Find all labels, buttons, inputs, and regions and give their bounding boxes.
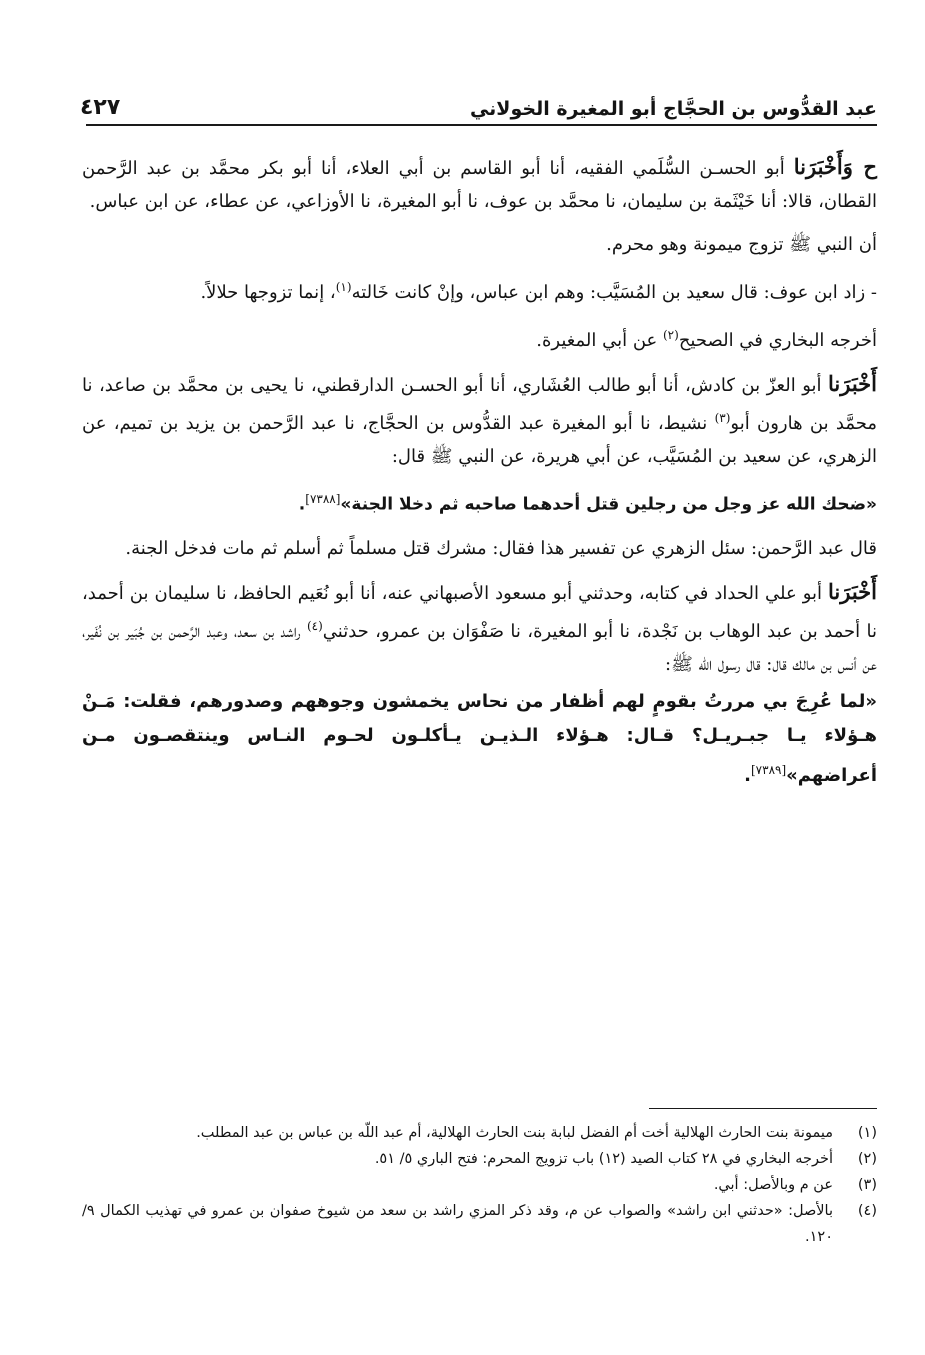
main-text [82, 150, 877, 803]
paragraph-4-text-end: عن أبي المغيرة. [536, 330, 663, 351]
footnote-2 [82, 1146, 877, 1172]
footnote-text: أخرجه البخاري في ٢٨ كتاب الصيد (١٢) باب تزويج المحرم: فتح الباري ٥/ ٥١. [374, 1151, 833, 1167]
running-header [80, 86, 877, 120]
hadith-7389-text: «لما عُرِجَ بي مررتُ بقومٍ لهم أظفار من نحاس يخمشون وجوههم وصدورهم، فقلت: مَـنْ هـؤلاء يـا جبـريـل؟ قـال: هـؤلاء الـذيـن يـأكلـون لحـوم النـاس وينتقصـون مـن أعراضهم» [82, 690, 877, 786]
paragraph-1-lead: ح وَأَخْبَرَنا [793, 154, 877, 179]
footnote-3 [82, 1172, 877, 1198]
hadith-7388 [82, 483, 877, 522]
footnote-rule [649, 1108, 877, 1109]
footnote-text: بالأصل: «حدثني ابن راشد» والصواب عن م، وقد ذكر المزي راشد بن سعد من شيوخ صفوان بن عمرو في تهذيب الكمال ٩/ ١٢٠. [82, 1203, 833, 1245]
footnote-ref-3: (٣) [714, 411, 731, 425]
paragraph-5-text: أبو العزّ بن كادش، أنا أبو طالب العُشَاري، أنا أبو الحسـن الدارقطني، نا يحيى بن محمَّد بن صاعد، نا محمَّد بن هارون أبو [82, 375, 877, 434]
footnote-number: (١) [857, 1125, 877, 1141]
hadith-7388-end: . [298, 494, 306, 515]
header-rule [86, 124, 877, 126]
hadith-7389-end: . [744, 764, 751, 786]
hadith-7388-text: «ضحك الله عز وجل من رجلين قتل أحدهما صاحبه ثم دخلا الجنة» [340, 494, 877, 515]
footnote-ref-2: (٢) [662, 328, 679, 342]
footnotes [82, 1120, 877, 1250]
footnote-text: ميمونة بنت الحارث الهلالية أخت أم الفضل لبابة بنت الحارث الهلالية، أم عبد اللّه بن عباس بن عبد المطلب. [196, 1125, 833, 1141]
paragraph-3-text-end: ، إنما تزوجها حلالاً. [200, 282, 336, 303]
paragraph-5-text-end: نشيط، نا أبو المغيرة عبد القدُّوس بن الحجَّاج، نا عبد الرَّحمن بن يزيد بن تميم، عن الزهري، عن سعيد بن المُسَيَّب، عن أبي هريرة، عن النبي ﷺ قال: [82, 413, 877, 467]
paragraph-1-text: أبو الحسـن السُّلَمي الفقيه، أنا أبو القاسم بن أبي العلاء، أنا أبو بكر محمَّد بن عبد الرَّحمن القطان، قالا: أنا خَيْثَمة بن سليمان، نا محمَّد بن عوف، نا أبو المغيرة، نا الأوزاعي، عن عطاء، عن ابن عباس. [82, 158, 877, 212]
paragraph-1 [82, 150, 877, 218]
running-title: عبد القدُّوس بن الحجَّاج أبو المغيرة الخولاني [469, 98, 877, 120]
footnote-1 [82, 1120, 877, 1146]
paragraph-5-lead: أَخْبَرَنا [828, 371, 877, 396]
paragraph-3-text: - زاد ابن عوف: قال سعيد بن المُسَيَّب: وهم ابن عباس، وإنْ كانت خَالته [351, 282, 877, 303]
footnote-4 [82, 1198, 877, 1250]
footnote-text: عن م وبالأصل: أبي. [713, 1177, 833, 1193]
paragraph-3 [82, 271, 877, 309]
paragraph-8-text-end: راشد بن سعد، وعبد الرَّحمن بن جُبَير بن نُفَير، عن أنس بن مالك قال: قال رسول الله ﷺ: [82, 620, 877, 675]
paragraph-4 [82, 319, 877, 357]
paragraph-8 [82, 575, 877, 681]
paragraph-5 [82, 367, 877, 473]
footnote-ref-4: (٤) [306, 618, 323, 633]
footnote-ref-1: (١) [335, 280, 352, 294]
footnote-number: (٢) [857, 1151, 877, 1167]
paragraph-7: قال عبد الرَّحمن: سئل الزهري عن تفسير هذا فقال: مشرك قتل مسلماً ثم أسلم ثم مات فدخل الجنة. [125, 537, 877, 559]
hadith-number-7389: [٧٣٨٩] [750, 762, 787, 777]
paragraph-4-text: أخرجه البخاري في الصحيح [678, 330, 877, 351]
paragraph-8-text: أبو علي الحداد في كتابه، وحدثني أبو مسعود الأصبهاني عنه، أنا أبو نُعَيم الحافظ، نا سليمان بن أحمد، نا أحمد بن عبد الوهاب بن نَجْدة، نا أبو المغيرة، نا صَفْوَان بن عمرو، حدثني [82, 582, 878, 642]
paragraph-8-lead: أَخْبَرَنا [828, 578, 877, 604]
hadith-7389 [82, 685, 877, 793]
footnote-number: (٤) [857, 1203, 877, 1219]
page-number: ٤٢٧ [80, 95, 121, 120]
paragraph-2: أن النبي ﷺ تزوج ميمونة وهو محرم. [606, 234, 877, 255]
hadith-number-7388: [٧٣٨٨] [305, 492, 341, 506]
footnote-number: (٣) [857, 1177, 877, 1193]
